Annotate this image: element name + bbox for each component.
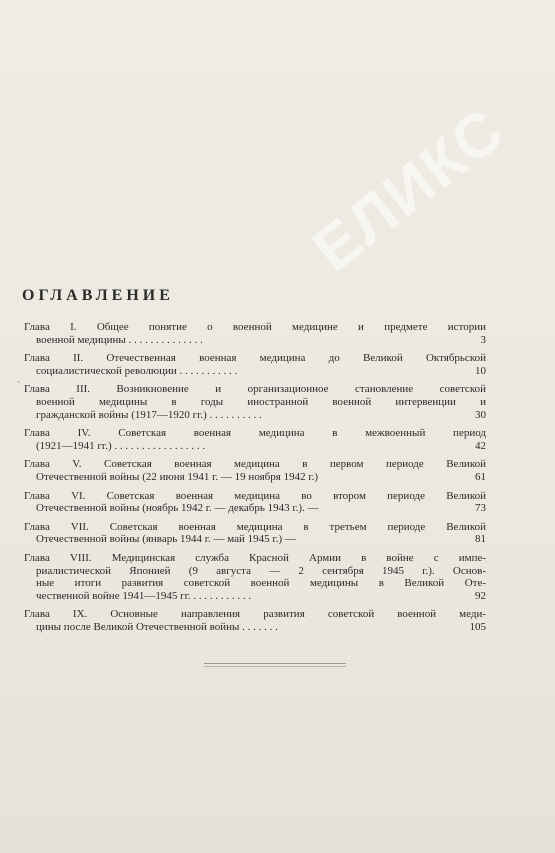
toc-entry — [24, 608, 486, 633]
toc-entry-line: военной медицины в годы иностранной военной интервенции и — [36, 395, 486, 408]
toc-entry-line: Отечественной войны (ноябрь 1942 г. — декабрь 1943 г.). — — [36, 502, 319, 515]
toc-entry-heading: Глава IX. Основные направления развития советской военной меди- — [24, 608, 486, 621]
divider-rule — [204, 663, 346, 664]
toc-entry-line: чественной войне 1941—1945 гг. . . . . . . . . . . . — [36, 589, 252, 602]
toc-entry — [24, 552, 486, 602]
page-mark: ˋ — [17, 381, 21, 392]
toc-page-number: 61 — [475, 470, 486, 483]
toc-entry-line: цины после Великой Отечественной войны . . . . . . . — [36, 620, 278, 633]
toc-page-number: 30 — [475, 408, 486, 421]
toc-entry — [24, 427, 486, 452]
divider-rule-secondary — [204, 666, 346, 667]
toc-entry-line: Отечественной войны (22 июня 1941 г. — 19 ноября 1942 г.) — [36, 470, 319, 483]
toc-entry — [24, 521, 486, 546]
toc-page-number: 10 — [475, 364, 486, 377]
toc-page-number: 42 — [475, 439, 486, 452]
toc-entry-heading: Глава VI. Советская военная медицина во втором периоде Великой — [24, 489, 486, 502]
table-of-contents — [24, 321, 486, 639]
toc-entry-line: ные итоги развития советской военной медицины в Великой Оте- — [36, 577, 486, 590]
toc-entry-line: военной медицины . . . . . . . . . . . . . . — [36, 333, 203, 346]
toc-entry — [24, 321, 486, 346]
toc-entry-heading: Глава IV. Советская военная медицина в межвоенный период — [24, 427, 486, 440]
toc-page-number: 92 — [475, 589, 486, 602]
toc-page-number: 105 — [469, 620, 486, 633]
toc-entry — [24, 490, 486, 515]
toc-page-number: 81 — [475, 533, 486, 546]
toc-entry-heading: Глава III. Возникновение и организационное становление советской — [24, 383, 486, 396]
toc-entry-line: риалистической Японией (9 августа — 2 сентября 1945 г.). Основ- — [36, 564, 486, 577]
toc-entry-line: (1921—1941 гг.) . . . . . . . . . . . . . . . . . — [36, 439, 206, 452]
toc-page-number: 3 — [480, 333, 486, 346]
toc-entry — [24, 458, 486, 483]
toc-entry-heading: Глава VII. Советская военная медицина в третьем периоде Великой — [24, 520, 486, 533]
toc-entry-line: Отечественной войны (январь 1944 г. — май 1945 г.) — — [36, 533, 296, 546]
watermark: ЕЛИКС — [300, 94, 518, 286]
toc-entry — [24, 383, 486, 421]
toc-entry-line: гражданской войны (1917—1920 гг.) . . . . . . . . . . — [36, 408, 262, 421]
toc-entry-line: социалистической революции . . . . . . . . . . . — [36, 364, 238, 377]
toc-entry-heading: Глава V. Советская военная медицина в первом периоде Великой — [24, 458, 486, 471]
toc-heading: ОГЛАВЛЕНИЕ — [22, 287, 174, 304]
toc-entry-heading: Глава VIII. Медицинская служба Красной Армии в войне с импе- — [24, 551, 486, 564]
toc-entry-heading: Глава II. Отечественная военная медицина до Великой Октябрьской — [24, 352, 486, 365]
toc-entry — [24, 352, 486, 377]
toc-entry-heading: Глава I. Общее понятие о военной медицине и предмете истории — [24, 321, 486, 333]
toc-page-number: 73 — [475, 502, 486, 515]
